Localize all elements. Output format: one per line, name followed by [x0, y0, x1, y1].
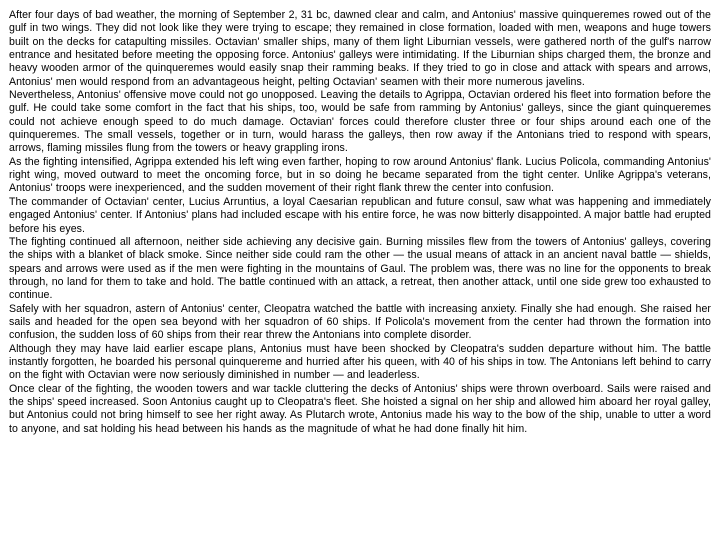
- paragraph-opening-battle: After four days of bad weather, the morning of September 2, 31 bc, dawned clear and calm, and Antonius' massive quinqueremes rowed out of the gulf in two wings. They did not look like they were trying to escape; they remained in close formation, loaded with men, weapons and huge towers built on the decks for catapulting missiles. Octavian' smaller ships, many of them light Liburnian vessels, were gathered north of the gulf's narrow entrance and hesitated before meeting the opposing force. Antonius' galleys were intimidating. If the Liburnian ships charged them, the bronze and heavy wooden armor of the quinqueremes would easily snap their ramming beaks. If they tried to go in close and attack with spears and arrows, Antonius' men would respond from an advantageous height, pelting Octavian' seamen with their more numerous javelins.: [9, 9, 711, 88]
- paragraph-arruntius-engages: The commander of Octavian' center, Lucius Arruntius, a loyal Caesarian republican and future consul, saw what was happening and immediately engaged Antonius' center. If Antonius' plans had included escape with his entire force, he was now bitterly disappointed. A major battle had erupted before his eyes.: [9, 195, 711, 235]
- paragraph-octavian-formation: Nevertheless, Antonius' offensive move could not go unopposed. Leaving the details to Agrippa, Octavian ordered his fleet into formation before the gulf. He could take some comfort in the fact that his ships, too, would be safe from ramming by Antonius' galleys, since the giant quinqueremes could not achieve enough speed to do much damage. Octavian' forces could therefore cluster three or four ships around each one of the quinqueremes. The small vessels, together or in turn, would harass the galleys, then row away if the Antonians tried to respond with spears, arrows, flaming missiles flung from the towers or heavy grappling irons.: [9, 89, 711, 155]
- paragraph-agrippa-left-wing: As the fighting intensified, Agrippa extended his left wing even farther, hoping to row around Antonius' flank. Lucius Policola, commanding Antonius' right wing, moved outward to meet the oncoming force, but in so doing he became separated from the tight center. Unlike Agrippa's veterans, Antonius' troops were inexperienced, and the sudden movement of their right flank threw the center into confusion.: [9, 155, 711, 195]
- paragraph-antonius-despair: Once clear of the fighting, the wooden towers and war tackle cluttering the decks of Antonius' ships were thrown overboard. Sails were raised and the ships' speed increased. Soon Antonius caught up to Cleopatra's fleet. She hoisted a signal on her ship and allowed him aboard her royal galley, but Antonius could not bring himself to see her right away. As Plutarch wrote, Antonius made his way to the bow of the ship, unable to utter a word to anyone, and sat holding his head between his hands as the magnitude of what he had done finally hit him.: [9, 382, 711, 435]
- paragraph-antonius-follows: Although they may have laid earlier escape plans, Antonius must have been shocked by Cleopatra's sudden departure without him. The battle instantly forgotten, he boarded his personal quinquereme and hurried after his queen, with 40 of his ships in tow. The Antonians left behind to carry on the fight with Octavian were now seriously diminished in number — and leaderless.: [9, 342, 711, 382]
- paragraph-afternoon-fighting: The fighting continued all afternoon, neither side achieving any decisive gain. Burning missiles flew from the towers of Antonius' galleys, covering the ships with a blanket of black smoke. Since neither side could ram the other — the usual means of attack in an ancient naval battle — shields, spears and arrows were used as if the men were fighting in the mountains of Gaul. The problem was, there was no line for the opponents to break through, no land for them to take and hold. The battle continued with an attack, a retreat, then another attack, until one side grew too exhausted to continue.: [9, 235, 711, 302]
- paragraph-cleopatra-departs: Safely with her squadron, astern of Antonius' center, Cleopatra watched the battle with increasing anxiety. Finally she had enough. She raised her sails and headed for the open sea beyond with her squadron of 60 ships. If Policola's movement from the center had thrown the formation into confusion, the sudden loss of 60 ships from their rear threw the Antonians into complete disorder.: [9, 302, 711, 342]
